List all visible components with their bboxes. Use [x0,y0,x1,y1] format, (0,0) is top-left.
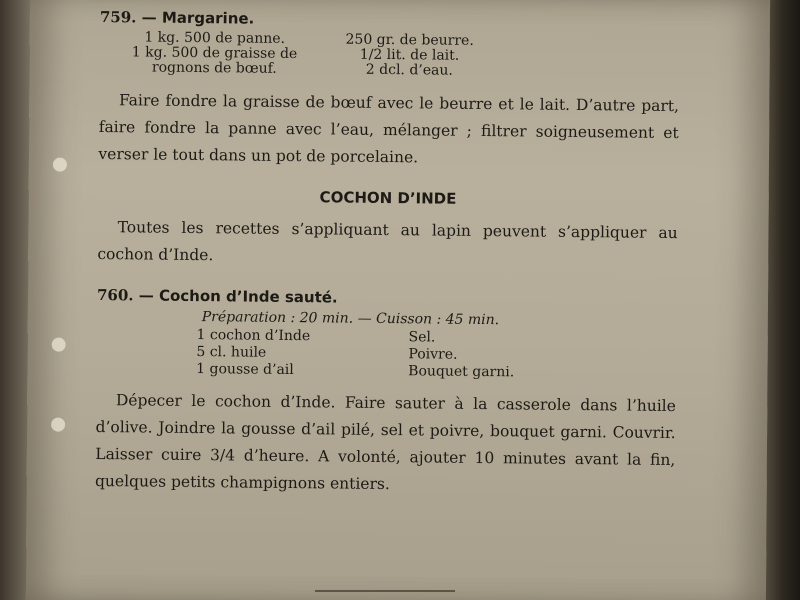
recipe-759-ingredients [99,30,679,81]
recipe-title: — Margarine. [141,8,255,28]
recipe-number: 759. [99,8,137,27]
ingredient: 2 dcl. d’eau. [365,61,453,79]
ingredient: Poivre. [408,346,458,363]
ingredient: Bouquet garni. [408,363,515,381]
section-title: COCHON D’INDE [319,188,457,208]
recipe-760-timing: Préparation : 20 min. — Cuisson : 45 min. [201,309,500,329]
ingredient: 1 cochon d’Inde [196,327,311,345]
ingredient: Sel. [408,329,436,346]
ingredient: 5 cl. huile [196,344,267,361]
binding-hole [52,338,66,352]
ingredient: 1 gousse d’ail [196,361,294,379]
recipe-760-instructions: Dépecer le cochon d’Inde. Faire sauter à la casserole dans l’huile d’olive. Joindre la gousse d’ail pilé, sel et poivre, bouquet garni. Couvrir. Laisser cuire 3/4 d’heure. A volonté, ajouter 10 minutes avant la fin, quelques petits champignons entiers. [94,391,676,494]
ingredient: 250 gr. de beurre. [345,31,474,49]
recipe-title: — Cochon d’Inde sauté. [138,286,338,307]
binding-hole [53,158,67,172]
ingredient: 1 kg. 500 de panne. [144,29,286,47]
recipe-760-heading [97,286,677,310]
recipe-759-instructions: Faire fondre la graisse de bœuf avec le beurre et le lait. D’autre part, faire fondre la panne avec l’eau, mélanger ; filtrer soigneusement et verser le tout dans un pot de porcelaine. [98,91,680,167]
binding-hole [51,418,65,432]
bottom-divider [315,590,455,592]
page-content [95,8,680,501]
ingredient-row [196,361,676,383]
recipe-number: 760. [96,285,134,305]
ingredient: rognons de bœuf. [151,59,277,77]
recipe-760-ingredients [196,327,677,383]
ingredient: 1 kg. 500 de graisse de [131,44,298,63]
ingredient: 1/2 lit. de lait. [359,46,460,64]
section-intro: Toutes les recettes s’appliquant au lapin peuvent s’appliquer au cochon d’Inde. [97,218,678,265]
